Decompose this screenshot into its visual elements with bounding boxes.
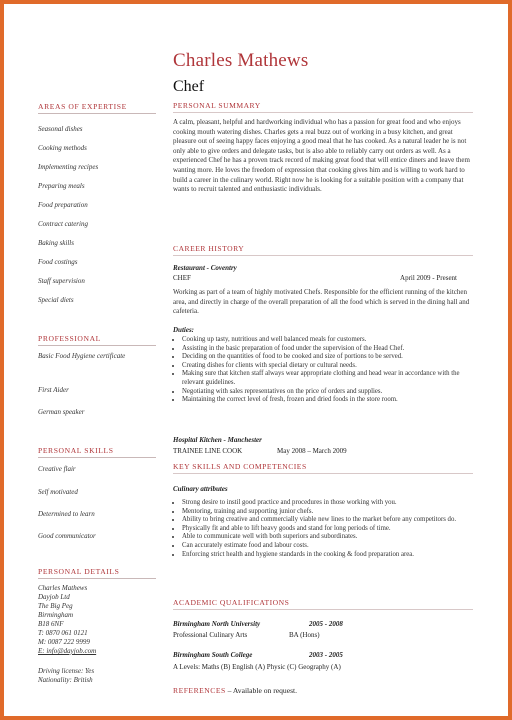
school2-name: Birmingham South College bbox=[173, 651, 253, 659]
skill-item: Good communicator bbox=[38, 532, 96, 540]
details-line: B18 6NF bbox=[38, 620, 64, 628]
email-link[interactable]: E: info@dayjob.com bbox=[38, 647, 97, 655]
duty-item: • Maintaining the correct level of fresh, frozen and dried foods in the store room. bbox=[182, 396, 480, 405]
duties-label: Duties: bbox=[173, 326, 194, 334]
job2-place: Hospital Kitchen - Manchester bbox=[173, 436, 262, 444]
skill-point: • Ability to bring creative and commercially viable new lines to the market before any competitors do. bbox=[182, 516, 480, 525]
divider bbox=[38, 578, 156, 579]
expertise-heading: AREAS OF EXPERTISE bbox=[38, 102, 127, 111]
driving-license: Driving license: Yes bbox=[38, 667, 95, 675]
references-row bbox=[173, 686, 471, 695]
skill-point: • Enforcing strict health and hygiene standards in the cooking & food preparation area. bbox=[182, 551, 480, 560]
skill-item: Determined to learn bbox=[38, 510, 95, 518]
nationality: Nationality: British bbox=[38, 676, 93, 684]
expertise-item: Implementing recipes bbox=[38, 163, 99, 171]
details-line: Dayjob Ltd bbox=[38, 593, 70, 601]
divider bbox=[38, 457, 156, 458]
skill-item: Self motivated bbox=[38, 488, 78, 496]
skills-list bbox=[173, 499, 480, 559]
details-line: M: 0087 222 9999 bbox=[38, 638, 90, 646]
expertise-item: Contract catering bbox=[38, 220, 88, 228]
duty-item: • Creating dishes for clients with special dietary or cultural needs. bbox=[182, 362, 480, 371]
professional-item: First Aider bbox=[38, 386, 69, 394]
expertise-item: Staff supervision bbox=[38, 277, 85, 285]
expertise-item: Food preparation bbox=[38, 201, 88, 209]
school1-name: Birmingham North University bbox=[173, 620, 261, 628]
professional-heading: PROFESSIONAL bbox=[38, 334, 101, 343]
divider bbox=[173, 255, 473, 256]
divider bbox=[38, 113, 156, 114]
culinary-attributes-label: Culinary attributes bbox=[173, 485, 228, 493]
job1-dates: April 2009 - Present bbox=[400, 274, 457, 282]
skill-point: • Able to communicate well with both superiors and subordinates. bbox=[182, 533, 480, 542]
details-line: The Big Peg bbox=[38, 602, 73, 610]
expertise-item: Preparing meals bbox=[38, 182, 85, 190]
job1-place: Restaurant - Coventry bbox=[173, 264, 237, 272]
expertise-item: Food costings bbox=[38, 258, 78, 266]
divider bbox=[173, 112, 473, 113]
professional-item: Basic Food Hygiene certificate bbox=[38, 352, 126, 360]
divider bbox=[38, 345, 156, 346]
duty-item: • Making sure that kitchen staff always wear appropriate clothing and head wear in accordance with the relevant guidelines. bbox=[182, 370, 480, 387]
job2-title: TRAINEE LINE COOK bbox=[173, 447, 243, 455]
key-skills-heading: KEY SKILLS AND COMPETENCIES bbox=[173, 462, 307, 471]
expertise-item: Baking skills bbox=[38, 239, 74, 247]
course1-grade: BA (Hons) bbox=[289, 631, 320, 639]
duty-item: • Cooking up tasty, nutritious and well balanced meals for customers. bbox=[182, 336, 480, 345]
details-line: T: 0870 061 0121 bbox=[38, 629, 88, 637]
job2-row bbox=[173, 447, 471, 455]
duty-item: • Assisting in the basic preparation of food under the supervision of the Head Chef. bbox=[182, 345, 480, 354]
job1-row bbox=[173, 274, 471, 282]
career-heading: CAREER HISTORY bbox=[173, 244, 245, 253]
skill-point: • Mentoring, training and supporting junior chefs. bbox=[182, 508, 480, 517]
course2-row: A Levels: Maths (B) English (A) Physic (C) Geography (A) bbox=[173, 663, 341, 671]
expertise-item: Cooking methods bbox=[38, 144, 87, 152]
cv-page bbox=[8, 8, 504, 712]
references-heading: REFERENCES bbox=[173, 686, 226, 695]
job1-title: CHEF bbox=[173, 274, 191, 282]
divider bbox=[173, 473, 473, 474]
candidate-role: Chef bbox=[173, 78, 205, 95]
summary-text: A calm, pleasant, helpful and hardworking individual who has a passion for great food and who enjoys cooking mouth watering dishes. Charles gets a real buzz out of working in a busy kitchen, and great pleasure out of seeing happy faces enjoying a good meal that he has cooked. As a natural leader he is not only able to give orders and delegate tasks, but is also able to reliably carry out orders as well. As a experienced Chef he has a proven track record of making great food that will entice diners and leave them wanting more. He loves the freedom of expression that cooking gives him and is willing to work hard to build a career in the culinary world. Right now he is looking for a suitable position with a company that wants to recruit talented and enthusiastic individuals. bbox=[173, 118, 470, 194]
expertise-item: Special diets bbox=[38, 296, 74, 304]
job1-description: Working as part of a team of highly motivated Chefs. Responsible for the efficient running of the kitchen area, and directly in charge of the overall preparation of all the food which is served in the dining hall and cafeteria. bbox=[173, 288, 470, 316]
skill-item: Creative flair bbox=[38, 465, 76, 473]
details-line: Birmingham bbox=[38, 611, 73, 619]
personal-details-heading: PERSONAL DETAILS bbox=[38, 567, 120, 576]
skill-point: • Strong desire to instil good practice and procedures in those working with you. bbox=[182, 499, 480, 508]
summary-heading: PERSONAL SUMMARY bbox=[173, 101, 261, 110]
skill-point: • Physically fit and able to lift heavy goods and stand for long periods of time. bbox=[182, 525, 480, 534]
duty-item: • Negotiating with sales representatives on the price of orders and supplies. bbox=[182, 388, 480, 397]
qualifications-heading: ACADEMIC QUALIFICATIONS bbox=[173, 598, 290, 607]
duties-list bbox=[173, 336, 480, 405]
school1-row bbox=[173, 620, 471, 628]
school2-years: 2003 - 2005 bbox=[309, 651, 343, 659]
references-text: – Available on request. bbox=[225, 686, 298, 695]
personal-skills-heading: PERSONAL SKILLS bbox=[38, 446, 114, 455]
details-line: Charles Mathews bbox=[38, 584, 88, 592]
course1-row bbox=[173, 631, 471, 639]
expertise-item: Seasonal dishes bbox=[38, 125, 83, 133]
course1-name: Professional Culinary Arts bbox=[173, 631, 248, 639]
divider bbox=[173, 609, 473, 610]
skill-point: • Can accurately estimate food and labour costs. bbox=[182, 542, 480, 551]
duty-item: • Deciding on the quantities of food to be cooked and size of portions to be served. bbox=[182, 353, 480, 362]
school2-row bbox=[173, 651, 471, 659]
professional-item: German speaker bbox=[38, 408, 85, 416]
candidate-name: Charles Mathews bbox=[173, 50, 309, 71]
school1-years: 2005 - 2008 bbox=[309, 620, 343, 628]
job2-dates: May 2008 – March 2009 bbox=[277, 447, 347, 455]
